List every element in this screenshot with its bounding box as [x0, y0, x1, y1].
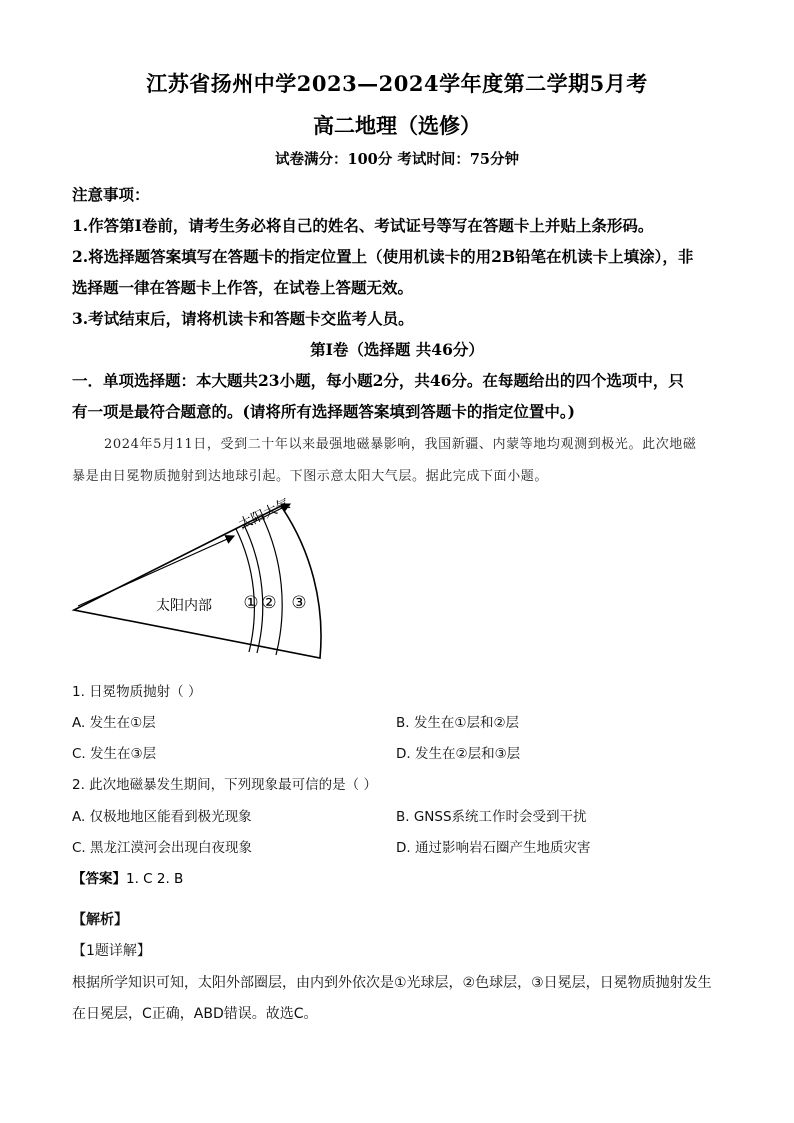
exam-subtitle: 高二地理（选修）: [313, 113, 481, 138]
analysis-sub-heading: 【1题详解】: [72, 943, 151, 959]
section-instruction-1: 一．单项选择题：本大题共23小题，每小题2分，共46分。在每题给出的四个选项中，只: [72, 371, 684, 390]
interior-label: 太阳内部: [156, 598, 212, 614]
answer-values: 1. C 2. B: [126, 871, 184, 887]
exam-title: 江苏省扬州中学2023—2024学年度第二学期5月考: [146, 71, 648, 96]
question-2-option-d: D. 通过影响岩石圈产生地质灾害: [396, 840, 591, 856]
analysis-line-1: 根据所学知识可知，太阳外部圈层，由内到外依次是①光球层，②色球层，③日冕层，日冕物质抛射发生: [72, 975, 712, 991]
answer-label: 【答案】: [72, 871, 126, 887]
layer-2-label: ②: [261, 593, 277, 613]
question-2-option-a: A. 仅极地地区能看到极光现象: [72, 809, 252, 825]
question-1-option-d: D. 发生在②层和③层: [396, 746, 521, 762]
analysis-label: 【解析】: [72, 912, 128, 928]
passage-line-1: 2024年5月11日，受到二十年以来最强地磁暴影响，我国新疆、内蒙等地均观测到极光。此次地磁: [104, 437, 697, 452]
layer-boundary-1: [236, 529, 254, 652]
layer-3-label: ③: [291, 593, 307, 613]
question-1-stem: 1. 日冕物质抛射（ ）: [72, 684, 202, 700]
question-1-option-b: B. 发生在①层和②层: [396, 715, 520, 731]
notice-item-2-cont: 选择题一律在答题卡上作答，在试卷上答题无效。: [72, 278, 414, 297]
analysis-line-2: 在日冕层，C正确，ABD错误。故选C。: [72, 1006, 318, 1022]
notice-item-2: 2.将选择题答案填写在答题卡的指定位置上（使用机读卡的用2B铅笔在机读卡上填涂），非: [72, 247, 694, 266]
notice-item-3: 3.考试结束后，请将机读卡和答题卡交监考人员。: [72, 309, 414, 328]
question-1-option-a: A. 发生在①层: [72, 715, 156, 731]
notice-item-1: 1.作答第Ⅰ卷前，请考生务必将自己的姓名、考试证号等写在答题卡上并贴上条形码。: [72, 216, 654, 235]
exam-meta: 试卷满分：100分 考试时间：75分钟: [275, 151, 519, 168]
question-2-stem: 2. 此次地磁暴发生期间，下列现象最可信的是（ ）: [72, 777, 377, 793]
layer-1-label: ①: [243, 593, 259, 613]
notice-heading: 注意事项：: [72, 185, 150, 204]
sector-outline: [74, 506, 321, 658]
atmosphere-label: 太阳大气: [236, 495, 293, 534]
section-title: 第Ⅰ卷（选择题 共46分）: [310, 340, 484, 359]
answer-line: [72, 867, 183, 887]
solar-atmosphere-diagram: [64, 494, 334, 664]
question-2-option-b: B. GNSS系统工作时会受到干扰: [396, 809, 587, 825]
interior-arrow: [78, 536, 234, 606]
question-1-option-c: C. 发生在③层: [72, 746, 157, 762]
layer-boundary-3: [262, 516, 282, 655]
section-instruction-2: 有一项是最符合题意的。(请将所有选择题答案填到答题卡的指定位置中。): [72, 402, 575, 421]
passage-line-2: 暴是由日冕物质抛射到达地球引起。下图示意太阳大气层。据此完成下面小题。: [72, 469, 549, 484]
question-2-option-c: C. 黑龙江漠河会出现白夜现象: [72, 840, 253, 856]
